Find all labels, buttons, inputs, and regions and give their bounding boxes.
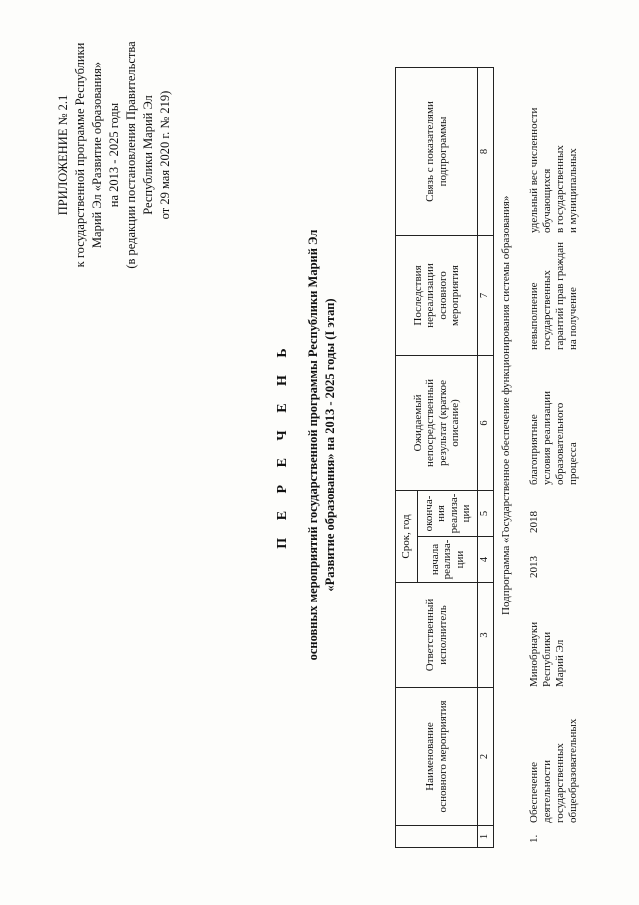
row-link: удельный вес численности обучающихся в государственных и муниципальных (528, 107, 579, 233)
appendix-line: (в редакции постановления Правительства (124, 41, 138, 269)
header-link: Связь с показателями подпрограммы (396, 67, 478, 235)
row-executor: Минобрнауки Республики Марий Эл (528, 621, 566, 687)
title-sub-2: «Развитие образования» на 2013 - 2025 годы (I этап) (323, 298, 337, 592)
column-number-row (478, 67, 494, 847)
row-end-year: 2018 (528, 511, 540, 533)
appendix-line: от 29 мая 2020 г. № 219) (158, 90, 172, 220)
header-result: Ожидаемый непосредственный результат (краткое описание) (396, 355, 478, 490)
column-number: 4 (478, 537, 494, 583)
document-title (275, 125, 339, 765)
header-end: оконча- ния реализа- ции (418, 490, 478, 536)
header-start: начала реализа- ции (418, 537, 478, 583)
row-number: 1. (528, 834, 540, 843)
row-name: Обеспечение деятельности государственных общеобразовательных (528, 718, 579, 823)
row-result: благоприятные условия реализации образовательного процесса (528, 390, 579, 485)
title-main: П Е Р Е Ч Е Н Ь (275, 341, 290, 549)
row-start-year: 2013 (528, 556, 540, 578)
appendix-line: Марий Эл «Развитие образования» (90, 61, 104, 249)
measures-table (395, 67, 494, 848)
header-term: Срок, год (396, 490, 418, 582)
appendix-header (55, 25, 174, 285)
title-sub-1: основных мероприятий государственной программы Республики Марий Эл (306, 229, 320, 661)
column-number: 8 (478, 67, 494, 235)
column-number: 1 (478, 826, 494, 848)
column-number: 6 (478, 355, 494, 490)
column-number: 2 (478, 688, 494, 826)
row-consequences: невыполнение государственных гарантий прав граждан на получение (528, 241, 579, 350)
header-executor: Ответственный исполнитель (396, 583, 478, 688)
subprogram-title: Подпрограмма «Государственное обеспечение функционирования системы образования» (500, 195, 512, 615)
header-name: Наименование основного мероприятия (396, 688, 478, 826)
appendix-line: к государственной программе Республики (73, 42, 87, 268)
column-number: 7 (478, 235, 494, 355)
appendix-line: ПРИЛОЖЕНИЕ № 2.1 (56, 94, 70, 216)
column-number: 5 (478, 490, 494, 536)
header-num-blank (396, 826, 478, 848)
appendix-line: Республики Марий Эл (141, 95, 155, 215)
header-consequences: Последствия нереализации основного мероприятия (396, 235, 478, 355)
appendix-line: на 2013 - 2025 годы (107, 102, 121, 208)
column-number: 3 (478, 583, 494, 688)
